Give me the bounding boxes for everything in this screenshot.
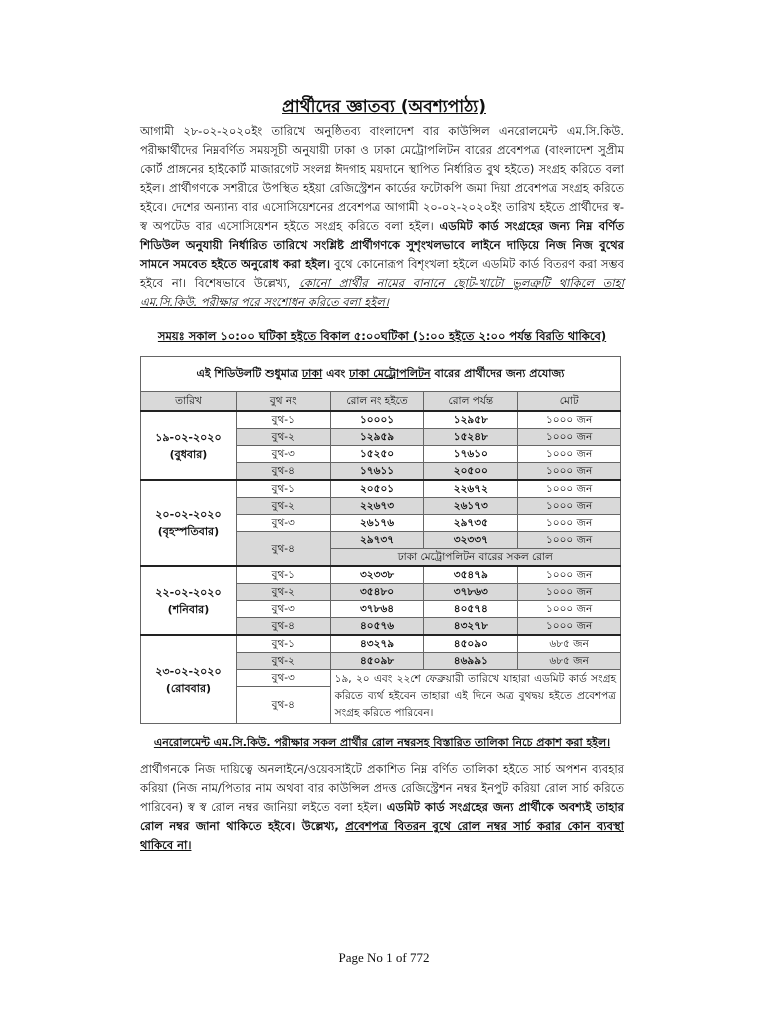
time-schedule-line: সময়ঃ সকাল ১০:০০ ঘটিকা হইতে বিকাল ৫:০০ঘটিকা (১:০০ হইতে ২:০০ পর্যন্ত বিরতি থাকিবে) (157, 329, 607, 343)
roll-to-cell: ৪০৫৭৪ (424, 601, 518, 618)
intro-bold-text: এডমিট কার্ড সংগ্রহের জন্য নিম্ন বর্ণিত শিডিউল অনুযায়ী নির্ধারিত তারিখে সংশ্লিষ্ট প্রার্থীগণকে সুশৃংখলভাবে লাইনে দাড়িয়ে নিজ নিজ বুথের সামনে সমবেত হইতে অনুরোধ করা হইল। (140, 219, 624, 271)
intro-paragraph (140, 122, 624, 312)
booth-cell: বুথ-৪ (236, 687, 330, 724)
total-cell: ১০০০ জন (518, 618, 621, 636)
enrollment-notice: এনরোলমেন্ট এম.সি.কিউ. পরীক্ষার সকল প্রার্থীর রোল নম্বরসহ বিস্তারিত তালিকা নিচে প্রকাশ করা হইল। (153, 736, 611, 749)
total-cell: ৬৮৫ জন (518, 635, 621, 653)
total-cell: ১০০০ জন (518, 498, 621, 515)
roll-to-cell: ১৭৬১০ (424, 446, 518, 463)
roll-from-cell: ১২৯৫৯ (330, 429, 424, 446)
booth-cell: বুথ-৩ (236, 670, 330, 687)
total-cell: ১০০০ জন (518, 411, 621, 429)
total-cell: ১০০০ জন (518, 480, 621, 498)
roll-to-cell: ২২৬৭২ (424, 480, 518, 498)
day-name: (রোববার) (165, 681, 212, 695)
roll-to-cell: ২০৫০০ (424, 463, 518, 481)
booth-cell: বুথ-১ (236, 411, 330, 429)
roll-from-cell: ৪৫০৯৮ (330, 653, 424, 670)
page-title: প্রার্থীদের জ্ঞাতব্য (অবশ্যপাঠ্য) (282, 97, 486, 117)
roll-to-cell: ৩৫৪৭৯ (424, 566, 518, 584)
roll-from-cell: ৩২৩৩৮ (330, 566, 424, 584)
date-value: ২০-০২-২০২০ (155, 508, 222, 521)
table-header-row (141, 392, 621, 412)
intro-text-2: বুথে কোনোরূপ বিশৃংখলা হইলে এডমিট কার্ড বিতরণ করা সম্ভব হইবে না। বিশেষভাবে উল্লেখ্য, (140, 257, 624, 290)
intro-text: আগামী ২৮-০২-২০২০ইং তারিখে অনুষ্ঠিতব্য বাংলাদেশ বার কাউন্সিল এনরোলমেন্ট এম.সি.কিউ. পরীক্ষার্থীদের নিম্নবর্ণিত সময়সূচী অনুযায়ী ঢাকা ও ঢাকা মেট্রোপলিটন বারের প্রবেশপত্র (বাংলাদেশ সুপ্রীম কোর্ট প্রাঙ্গনের হাইকোর্ট মাজারগেট সংলগ্ন ঈদগাহ ময়দানে স্থাপিত নির্ধারিত বুথ হইতে) সংগ্রহ করিতে বলা হইল। প্রার্থীগণকে সশরীরে উপস্থিত হইয়া রেজিস্ট্রেশন কার্ডের ফটোকপি জমা দিয়া প্রবেশপত্র সংগ্রহ করিতে হইবে। দেশের অন্যান্য বার এসোসিয়েশনের প্রবেশপত্র আগামী ২০-০২-২০২০ইং তারিখ হইতে প্রার্থীদের স্ব-স্ব অপটেড বার এসোসিয়েশন হইতে সংগ্রহ করিতে বলা হইল। (140, 124, 624, 233)
header-total: মোট (518, 392, 621, 412)
booth-cell: বুথ-২ (236, 584, 330, 601)
total-cell: ১০০০ জন (518, 584, 621, 601)
date-cell (141, 480, 237, 566)
roll-from-cell: ১৫২৫০ (330, 446, 424, 463)
total-cell: ৬৮৫ জন (518, 653, 621, 670)
header-date: তারিখ (141, 392, 237, 412)
roll-from-cell: ২০৫০১ (330, 480, 424, 498)
day-name: (বুধবার) (169, 447, 208, 461)
instructions-text: প্রার্থীগনকে নিজ দায়িত্বে অনলাইনে/ওয়েবসাইটে প্রকাশিত নিম্ন বর্ণিত তালিকা হইতে সার্চ অপশন ব্যবহার করিয়া (নিজ নাম/পিতার নাম অথবা বার কাউন্সিল প্রদত্ত রেজিস্ট্রেশন নম্বর ইনপুট করিয়া রোল সার্চ করিতে পারিবেন) স্ব স্ব রোল নম্বর জানিয়া লইতে বলা হইল। (140, 762, 624, 814)
booth-cell: বুথ-২ (236, 429, 330, 446)
booth-cell: বুথ-১ (236, 480, 330, 498)
total-cell: ১০০০ জন (518, 515, 621, 532)
intro-italic-note: কোনো প্রার্থীর নামের বানানে ছোট-খাটো ভুলত্রুটি থাকিলে তাহা এম.সি.কিউ. পরীক্ষার পরে সংশোধন করিতে বলা হইল। (140, 276, 624, 309)
booth-cell: বুথ-১ (236, 635, 330, 653)
total-cell: ১০০০ জন (518, 566, 621, 584)
roll-to-cell: ৪৫০৯০ (424, 635, 518, 653)
date-cell (141, 635, 237, 724)
booth-cell: বুথ-২ (236, 653, 330, 670)
total-cell: ১০০০ জন (518, 601, 621, 618)
table-caption: এই শিডিউলটি শুধুমাত্র ঢাকা এবং ঢাকা মেট্রোপলিটন বারের প্রার্থীদের জন্য প্রযোজ্য (141, 357, 621, 392)
header-roll-from: রোল নং হইতে (330, 392, 424, 412)
booth-cell: বুথ-১ (236, 566, 330, 584)
page-number: Page No 1 of 772 (338, 950, 430, 965)
roll-from-cell: ১০০০১ (330, 411, 424, 429)
roll-from-cell: ৩৫৪৮০ (330, 584, 424, 601)
roll-to-cell: ৪৬৯৯১ (424, 653, 518, 670)
roll-from-cell: ৪০৫৭৬ (330, 618, 424, 636)
roll-from-cell: ২৯৭৩৭ (330, 532, 424, 549)
instructions-paragraph (140, 760, 624, 855)
date-cell (141, 566, 237, 635)
date-value: ১৯-০২-২০২০ (155, 430, 222, 444)
roll-to-cell: ৩৭৮৬৩ (424, 584, 518, 601)
roll-from-cell: ২২৬৭৩ (330, 498, 424, 515)
booth-cell: বুথ-৪ (236, 618, 330, 636)
day-name: (বৃহস্পতিবার) (157, 525, 220, 538)
total-cell: ১০০০ জন (518, 446, 621, 463)
date-value: ২৩-০২-২০২০ (155, 664, 222, 678)
schedule-note-cell: ১৯, ২০ এবং ২২শে ফেব্রুয়ারী তারিখে যাহারা এডমিট কার্ড সংগ্রহ করিতে ব্যর্থ হইবেন তাহারা এই দিনে অত্র বুথদ্বয় হইতে প্রবেশপত্র সংগ্রহ করিতে পারিবেন। (330, 670, 620, 724)
booth-cell: বুথ-৩ (236, 446, 330, 463)
table-row (141, 480, 621, 498)
date-cell (141, 411, 237, 480)
roll-to-cell: ১৫২৪৮ (424, 429, 518, 446)
total-cell: ১০০০ জন (518, 463, 621, 481)
booth-cell: বুথ-৩ (236, 515, 330, 532)
schedule-table (140, 356, 621, 724)
booth-cell: বুথ-৩ (236, 601, 330, 618)
roll-from-cell: ২৬১৭৬ (330, 515, 424, 532)
roll-from-cell: ৩৭৮৬৪ (330, 601, 424, 618)
header-roll-to: রোল পর্যন্ত (424, 392, 518, 412)
header-booth: বুথ নং (236, 392, 330, 412)
table-row (141, 566, 621, 584)
roll-to-cell: ৩২৩৩৭ (424, 532, 518, 549)
instructions-underlined-text: প্রবেশপত্র বিতরন বুথে রোল নম্বর সার্চ করার কোন ব্যবস্থা থাকিবে না। (140, 819, 624, 852)
booth-cell: বুথ-৪ (236, 532, 330, 567)
booth-cell: বুথ-২ (236, 498, 330, 515)
roll-to-cell: ৪৩২৭৮ (424, 618, 518, 636)
booth-cell: বুথ-৪ (236, 463, 330, 481)
instructions-bold-text: এডমিট কার্ড সংগ্রহের জন্য প্রার্থীকে অবশ্যই তাহার রোল নম্বর জানা থাকিতে হইবে। উল্লেখ্য, (140, 800, 624, 833)
roll-to-cell: ২৯৭৩৫ (424, 515, 518, 532)
date-value: ২২-০২-২০২০ (155, 585, 222, 599)
roll-to-cell: ২৬১৭৩ (424, 498, 518, 515)
table-row (141, 411, 621, 429)
table-row (141, 635, 621, 653)
roll-to-cell: ১২৯৫৮ (424, 411, 518, 429)
total-cell: ১০০০ জন (518, 429, 621, 446)
dhaka-metro-note-cell: ঢাকা মেট্রোপলিটন বারের সকল রোল (330, 549, 620, 567)
total-cell: ১০০০ জন (518, 532, 621, 549)
roll-from-cell: ৪৩২৭৯ (330, 635, 424, 653)
roll-from-cell: ১৭৬১১ (330, 463, 424, 481)
day-name: (শনিবার) (167, 602, 210, 616)
